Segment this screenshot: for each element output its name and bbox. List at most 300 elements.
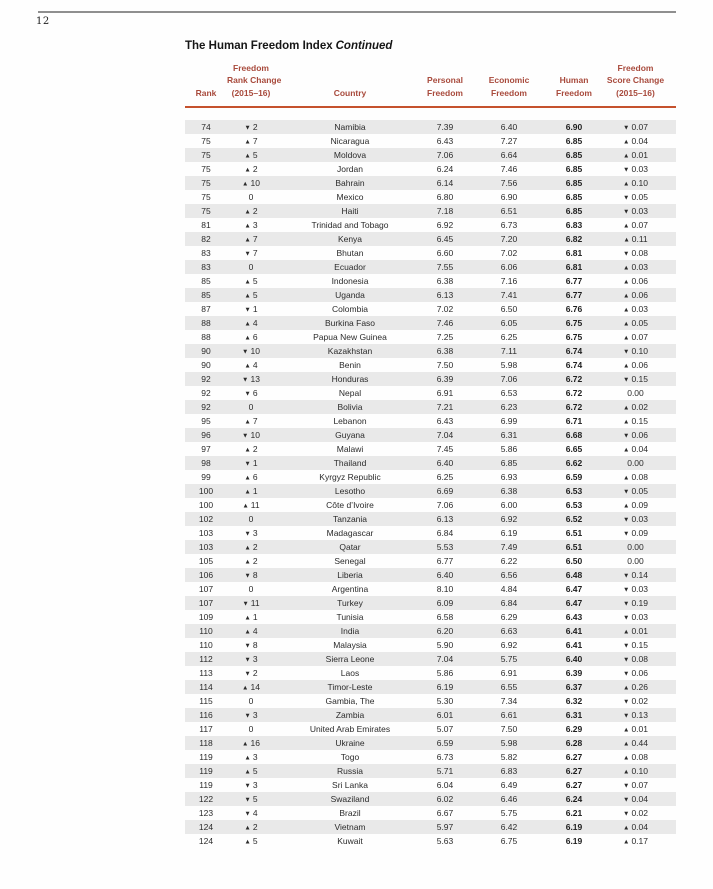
- personal-freedom-cell: 7.46: [436, 318, 454, 328]
- human-freedom-cell: 6.81: [565, 262, 583, 272]
- up-arrow-icon: ▲: [244, 558, 251, 566]
- rank-change-cell: [227, 694, 275, 708]
- country-cell: Gambia, The: [325, 696, 375, 706]
- table-row: [185, 680, 676, 694]
- rank-cell: 75: [201, 206, 211, 216]
- rank-change-cell-value: 13: [250, 374, 260, 384]
- up-arrow-icon: ▲: [623, 754, 630, 762]
- rank-change-cell: [227, 260, 275, 274]
- rank-change-cell-value: 6: [252, 332, 258, 342]
- personal-freedom-cell: 7.55: [436, 262, 454, 272]
- up-arrow-icon: ▲: [244, 138, 251, 146]
- table-row: [185, 330, 676, 344]
- personal-freedom-cell: 5.63: [436, 836, 454, 846]
- human-freedom-cell: 6.90: [565, 122, 583, 132]
- up-arrow-icon: ▲: [244, 222, 251, 230]
- rank-change-cell: [227, 610, 275, 624]
- personal-freedom-cell: 6.84: [436, 528, 454, 538]
- score-change-cell-value: 0.44: [631, 738, 648, 748]
- country-cell: Burkina Faso: [324, 318, 376, 328]
- economic-freedom-cell: 5.98: [500, 738, 518, 748]
- up-arrow-icon: ▲: [244, 628, 251, 636]
- score-change-cell-value: 0.05: [631, 318, 648, 328]
- score-change-cell: [595, 792, 676, 806]
- personal-freedom-cell: 6.13: [436, 514, 454, 524]
- economic-freedom-cell: 6.00: [500, 500, 518, 510]
- score-change-cell: [595, 204, 676, 218]
- score-change-cell: [595, 498, 676, 512]
- rank-change-cell-value: 11: [250, 500, 260, 510]
- table-row: [185, 484, 676, 498]
- up-arrow-icon: ▲: [623, 180, 630, 188]
- score-change-cell-value: 0.08: [631, 752, 648, 762]
- score-change-cell: [595, 218, 676, 232]
- table-row: [185, 554, 676, 568]
- column-header-line: Freedom: [427, 87, 463, 98]
- column-header: [275, 87, 425, 100]
- up-arrow-icon: ▲: [623, 292, 630, 300]
- country-cell: Togo: [340, 752, 360, 762]
- rank-change-cell: [227, 708, 275, 722]
- score-change-cell: [595, 778, 676, 792]
- score-change-cell-value: 0.11: [631, 234, 648, 244]
- score-change-cell: [595, 596, 676, 610]
- rank-change-cell-value: 0: [248, 724, 254, 734]
- score-change-cell: [595, 680, 676, 694]
- rank-change-cell: [227, 470, 275, 484]
- rank-change-cell: [227, 232, 275, 246]
- score-change-cell: [595, 302, 676, 316]
- score-change-cell-value: 0.10: [631, 178, 648, 188]
- rank-change-cell: [227, 176, 275, 190]
- score-change-cell: [595, 736, 676, 750]
- economic-freedom-cell: 7.02: [500, 248, 518, 258]
- rank-change-cell-value: 3: [252, 752, 258, 762]
- human-freedom-cell: 6.29: [565, 724, 583, 734]
- economic-freedom-cell: 6.05: [500, 318, 518, 328]
- human-freedom-cell: 6.72: [565, 374, 583, 384]
- rank-cell: 110: [199, 640, 213, 650]
- rank-cell: 102: [198, 514, 214, 524]
- rank-cell: 119: [199, 780, 213, 790]
- score-change-cell: [595, 400, 676, 414]
- economic-freedom-cell: 6.75: [500, 836, 518, 846]
- economic-freedom-cell: 7.50: [500, 724, 518, 734]
- score-change-cell-value: 0.10: [631, 766, 648, 776]
- score-change-cell-value: 0.03: [631, 584, 648, 594]
- rank-cell: 92: [201, 402, 211, 412]
- country-cell: Tanzania: [332, 514, 368, 524]
- score-change-cell: [595, 176, 676, 190]
- score-change-cell: [595, 638, 676, 652]
- table-row: [185, 764, 676, 778]
- personal-freedom-cell: 6.91: [436, 388, 454, 398]
- up-arrow-icon: ▲: [623, 138, 630, 146]
- down-arrow-icon: ▼: [623, 572, 630, 580]
- up-arrow-icon: ▲: [623, 320, 630, 328]
- human-freedom-cell: 6.27: [565, 766, 583, 776]
- table-row: [185, 358, 676, 372]
- rank-change-cell: [227, 484, 275, 498]
- score-change-cell-value: 0.00: [627, 542, 644, 552]
- column-header-line: Freedom: [233, 62, 269, 73]
- rank-cell: 75: [201, 136, 211, 146]
- down-arrow-icon: ▼: [623, 376, 630, 384]
- table-row: [185, 232, 676, 246]
- down-arrow-icon: ▼: [623, 166, 630, 174]
- up-arrow-icon: ▲: [623, 684, 630, 692]
- table-row: [185, 722, 676, 736]
- column-header-line: Freedom: [556, 87, 592, 98]
- country-cell: Jordan: [337, 164, 363, 174]
- economic-freedom-cell: 6.49: [500, 780, 518, 790]
- up-arrow-icon: ▲: [244, 208, 251, 216]
- score-change-cell-value: 0.08: [631, 472, 648, 482]
- rank-change-cell: [227, 736, 275, 750]
- score-change-cell-value: 0.06: [631, 290, 648, 300]
- table-row: [185, 666, 676, 680]
- human-freedom-cell: 6.47: [565, 598, 583, 608]
- human-freedom-cell: 6.31: [565, 710, 583, 720]
- rank-change-cell: [227, 330, 275, 344]
- up-arrow-icon: ▲: [244, 446, 251, 454]
- personal-freedom-cell: 6.38: [436, 346, 454, 356]
- rank-cell: 119: [199, 766, 213, 776]
- rank-change-cell-value: 4: [252, 808, 258, 818]
- score-change-cell: [595, 610, 676, 624]
- rank-change-cell: [227, 582, 275, 596]
- down-arrow-icon: ▼: [244, 530, 251, 538]
- rank-change-cell-value: 3: [252, 220, 258, 230]
- rank-change-cell: [227, 834, 275, 848]
- human-freedom-cell: 6.43: [565, 612, 583, 622]
- country-cell: Argentina: [331, 584, 369, 594]
- human-freedom-cell: 6.53: [565, 486, 583, 496]
- personal-freedom-cell: 7.02: [436, 304, 454, 314]
- human-freedom-cell: 6.85: [565, 164, 583, 174]
- rank-change-cell: [227, 414, 275, 428]
- economic-freedom-cell: 6.73: [500, 220, 518, 230]
- economic-freedom-cell: 5.86: [500, 444, 518, 454]
- personal-freedom-cell: 5.90: [436, 640, 454, 650]
- rank-change-cell: [227, 820, 275, 834]
- economic-freedom-cell: 7.27: [500, 136, 518, 146]
- rank-change-cell: [227, 428, 275, 442]
- rank-change-cell: [227, 274, 275, 288]
- score-change-cell-value: 0.05: [631, 486, 648, 496]
- page-top-rule: [38, 11, 676, 13]
- human-freedom-cell: 6.77: [565, 290, 583, 300]
- column-header-line: Human: [559, 75, 589, 85]
- score-change-cell-value: 0.00: [627, 458, 644, 468]
- down-arrow-icon: ▼: [244, 572, 251, 580]
- personal-freedom-cell: 5.30: [436, 696, 454, 706]
- score-change-cell-value: 0.09: [631, 528, 648, 538]
- column-header: [553, 74, 595, 99]
- up-arrow-icon: ▲: [623, 334, 630, 342]
- rank-change-cell-value: 5: [252, 276, 258, 286]
- table-row: [185, 834, 676, 848]
- country-cell: Kyrgyz Republic: [319, 472, 381, 482]
- rank-change-cell: [227, 722, 275, 736]
- rank-cell: 124: [198, 822, 214, 832]
- rank-cell: 114: [199, 682, 213, 692]
- rank-change-cell-value: 7: [252, 248, 258, 258]
- country-cell: Colombia: [332, 304, 368, 314]
- personal-freedom-cell: 6.40: [436, 458, 454, 468]
- up-arrow-icon: ▲: [244, 152, 251, 160]
- rank-change-cell-value: 14: [250, 682, 260, 692]
- rank-change-cell: [227, 120, 275, 134]
- score-change-cell-value: 0.07: [631, 332, 648, 342]
- rank-change-cell: [227, 806, 275, 820]
- up-arrow-icon: ▲: [623, 152, 630, 160]
- table-row: [185, 750, 676, 764]
- up-arrow-icon: ▲: [244, 544, 251, 552]
- score-change-cell-value: 0.03: [631, 164, 648, 174]
- down-arrow-icon: ▼: [623, 656, 630, 664]
- score-change-cell: [595, 260, 676, 274]
- country-cell: Qatar: [339, 542, 361, 552]
- score-change-cell-value: 0.07: [631, 220, 648, 230]
- rank-change-cell: [227, 218, 275, 232]
- column-header-line: Freedom: [617, 62, 654, 73]
- rank-cell: 119: [199, 752, 213, 762]
- country-cell: Ecuador: [334, 262, 366, 272]
- score-change-cell: [595, 554, 676, 568]
- personal-freedom-cell: 7.06: [436, 150, 454, 160]
- score-change-cell: [595, 512, 676, 526]
- rank-cell: 92: [201, 388, 211, 398]
- table-row: [185, 596, 676, 610]
- rank-cell: 88: [201, 332, 211, 342]
- rank-change-cell-value: 10: [250, 430, 260, 440]
- column-header-line: Rank: [195, 87, 217, 98]
- country-cell: Turkey: [337, 598, 363, 608]
- down-arrow-icon: ▼: [242, 432, 249, 440]
- score-change-cell-value: 0.03: [631, 514, 648, 524]
- rank-change-cell-value: 0: [248, 402, 254, 412]
- table-row: [185, 568, 676, 582]
- human-freedom-cell: 6.76: [565, 304, 583, 314]
- rank-change-cell-value: 2: [252, 668, 258, 678]
- personal-freedom-cell: 6.80: [436, 192, 454, 202]
- up-arrow-icon: ▲: [623, 446, 630, 454]
- up-arrow-icon: ▲: [244, 768, 251, 776]
- personal-freedom-cell: 5.97: [436, 822, 454, 832]
- rank-change-cell-value: 3: [252, 710, 258, 720]
- score-change-cell-value: 0.19: [631, 598, 648, 608]
- human-freedom-cell: 6.50: [565, 556, 583, 566]
- economic-freedom-cell: 6.53: [500, 388, 518, 398]
- score-change-cell: [595, 330, 676, 344]
- economic-freedom-cell: 7.06: [500, 374, 518, 384]
- rank-cell: 118: [199, 738, 213, 748]
- country-cell: Liberia: [337, 570, 363, 580]
- rank-cell: 117: [199, 724, 213, 734]
- country-cell: Kuwait: [337, 836, 363, 846]
- rank-cell: 90: [201, 346, 211, 356]
- table-section: [185, 40, 676, 848]
- human-freedom-cell: 6.74: [565, 346, 583, 356]
- up-arrow-icon: ▲: [242, 502, 249, 510]
- score-change-cell-value: 0.02: [631, 808, 648, 818]
- rank-change-cell: [227, 148, 275, 162]
- score-change-cell: [595, 470, 676, 484]
- score-change-cell: [595, 568, 676, 582]
- score-change-cell: [595, 148, 676, 162]
- human-freedom-cell: 6.74: [565, 360, 583, 370]
- personal-freedom-cell: 6.04: [436, 780, 454, 790]
- score-change-cell: [595, 806, 676, 820]
- table-row: [185, 204, 676, 218]
- human-freedom-cell: 6.83: [565, 220, 583, 230]
- down-arrow-icon: ▼: [623, 670, 630, 678]
- down-arrow-icon: ▼: [623, 586, 630, 594]
- rank-change-cell-value: 5: [252, 836, 258, 846]
- score-change-cell: [595, 386, 676, 400]
- economic-freedom-cell: 6.92: [500, 514, 518, 524]
- down-arrow-icon: ▼: [244, 656, 251, 664]
- up-arrow-icon: ▲: [244, 292, 251, 300]
- human-freedom-cell: 6.48: [565, 570, 583, 580]
- down-arrow-icon: ▼: [623, 712, 630, 720]
- rank-change-cell-value: 3: [252, 528, 258, 538]
- score-change-cell: [595, 344, 676, 358]
- personal-freedom-cell: 8.10: [436, 584, 454, 594]
- human-freedom-cell: 6.65: [565, 444, 583, 454]
- rank-cell: 85: [201, 276, 211, 286]
- up-arrow-icon: ▲: [242, 180, 249, 188]
- personal-freedom-cell: 7.06: [436, 500, 454, 510]
- table-title: [185, 40, 676, 53]
- column-header-line: Economic: [488, 75, 530, 85]
- personal-freedom-cell: 5.71: [436, 766, 454, 776]
- score-change-cell-value: 0.08: [631, 654, 648, 664]
- country-cell: Nepal: [338, 388, 362, 398]
- table-row: [185, 400, 676, 414]
- economic-freedom-cell: 7.20: [500, 234, 518, 244]
- score-change-cell: [595, 764, 676, 778]
- personal-freedom-cell: 6.20: [436, 626, 454, 636]
- personal-freedom-cell: 6.73: [436, 752, 454, 762]
- personal-freedom-cell: 7.50: [436, 360, 454, 370]
- down-arrow-icon: ▼: [244, 712, 251, 720]
- human-freedom-cell: 6.85: [565, 192, 583, 202]
- rank-change-cell-value: 8: [252, 570, 258, 580]
- rank-change-cell: [227, 358, 275, 372]
- country-cell: Brazil: [339, 808, 361, 818]
- human-freedom-cell: 6.28: [565, 738, 583, 748]
- country-cell: Haiti: [341, 206, 359, 216]
- rank-cell: 105: [198, 556, 214, 566]
- down-arrow-icon: ▼: [623, 642, 630, 650]
- table-row: [185, 190, 676, 204]
- personal-freedom-cell: 6.38: [436, 276, 454, 286]
- table-row: [185, 414, 676, 428]
- table-row: [185, 652, 676, 666]
- score-change-cell-value: 0.05: [631, 192, 648, 202]
- country-cell: Nicaragua: [330, 136, 370, 146]
- down-arrow-icon: ▼: [623, 432, 630, 440]
- up-arrow-icon: ▲: [623, 838, 630, 846]
- column-header-line: (2015–16): [616, 87, 655, 98]
- economic-freedom-cell: 4.84: [500, 584, 518, 594]
- score-change-cell: [595, 442, 676, 456]
- column-header-line: Country: [333, 87, 367, 98]
- country-cell: Côte d’Ivoire: [326, 500, 374, 510]
- economic-freedom-cell: 6.56: [500, 570, 518, 580]
- human-freedom-cell: 6.68: [565, 430, 583, 440]
- economic-freedom-cell: 7.49: [500, 542, 518, 552]
- table-row: [185, 274, 676, 288]
- human-freedom-cell: 6.41: [565, 640, 583, 650]
- rank-change-cell: [227, 190, 275, 204]
- up-arrow-icon: ▲: [244, 614, 251, 622]
- rank-change-cell-value: 0: [248, 262, 254, 272]
- country-cell: Moldova: [333, 150, 367, 160]
- down-arrow-icon: ▼: [623, 796, 630, 804]
- human-freedom-cell: 6.53: [565, 500, 583, 510]
- personal-freedom-cell: 6.45: [436, 234, 454, 244]
- country-cell: Laos: [340, 668, 360, 678]
- human-freedom-cell: 6.72: [565, 388, 583, 398]
- score-change-cell: [595, 274, 676, 288]
- score-change-cell: [595, 288, 676, 302]
- country-cell: Bhutan: [336, 248, 364, 258]
- country-cell: Zambia: [335, 710, 365, 720]
- score-change-cell: [595, 162, 676, 176]
- economic-freedom-cell: 6.93: [500, 472, 518, 482]
- score-change-cell: [595, 722, 676, 736]
- economic-freedom-cell: 6.90: [500, 192, 518, 202]
- table-row: [185, 470, 676, 484]
- score-change-cell-value: 0.06: [631, 430, 648, 440]
- economic-freedom-cell: 6.31: [500, 430, 518, 440]
- personal-freedom-cell: 6.24: [436, 164, 454, 174]
- country-cell: Indonesia: [331, 276, 369, 286]
- up-arrow-icon: ▲: [623, 740, 630, 748]
- down-arrow-icon: ▼: [623, 124, 630, 132]
- score-change-cell: [595, 652, 676, 666]
- score-change-cell: [595, 484, 676, 498]
- rank-change-cell: [227, 638, 275, 652]
- human-freedom-cell: 6.19: [565, 836, 583, 846]
- rank-cell: 75: [201, 164, 211, 174]
- personal-freedom-cell: 6.39: [436, 374, 454, 384]
- rank-change-cell: [227, 568, 275, 582]
- rank-change-cell-value: 6: [252, 472, 258, 482]
- economic-freedom-cell: 6.51: [500, 206, 518, 216]
- country-cell: Sierra Leone: [325, 654, 375, 664]
- economic-freedom-cell: 7.56: [500, 178, 518, 188]
- page-number: 12: [36, 16, 50, 27]
- rank-change-cell-value: 10: [250, 346, 260, 356]
- rank-change-cell-value: 5: [252, 794, 258, 804]
- rank-change-cell-value: 5: [252, 150, 258, 160]
- up-arrow-icon: ▲: [244, 362, 251, 370]
- rank-change-cell-value: 6: [252, 388, 258, 398]
- score-change-cell-value: 0.03: [631, 612, 648, 622]
- economic-freedom-cell: 6.83: [500, 766, 518, 776]
- human-freedom-cell: 6.59: [565, 472, 583, 482]
- table-row: [185, 624, 676, 638]
- score-change-cell: [595, 750, 676, 764]
- table-row: [185, 638, 676, 652]
- up-arrow-icon: ▲: [244, 754, 251, 762]
- rank-change-cell-value: 4: [252, 626, 258, 636]
- rank-cell: 99: [201, 472, 211, 482]
